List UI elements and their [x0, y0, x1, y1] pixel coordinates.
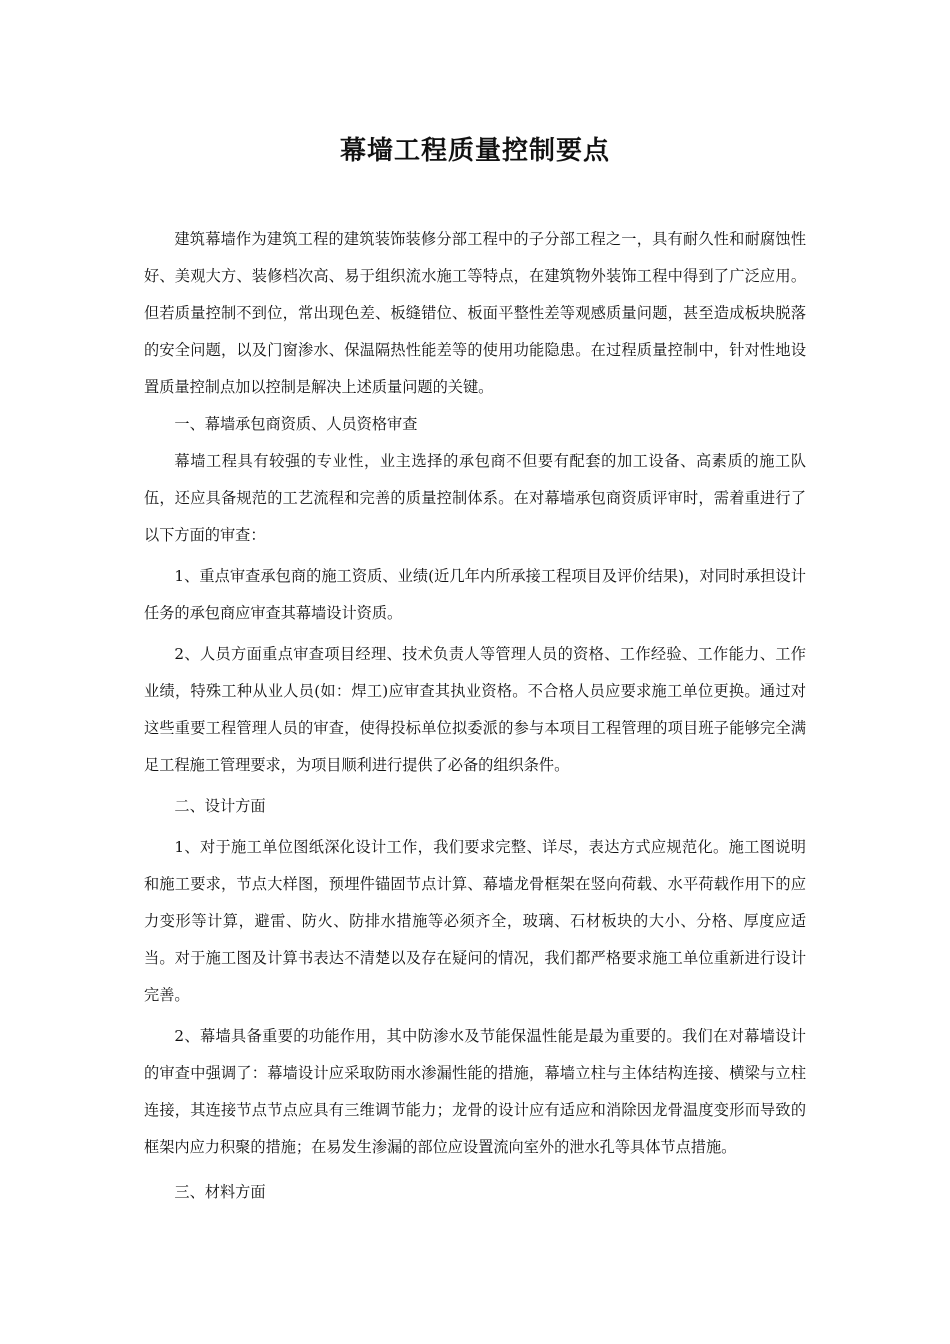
document-body	[144, 221, 806, 1211]
paragraph-design-item-1: 1、对于施工单位图纸深化设计工作，我们要求完整、详尽，表达方式应规范化。施工图说明和施工要求，节点大样图，预埋件锚固节点计算、幕墙龙骨框架在竖向荷载、水平荷载作用下的应力变形等计算，避雷、防火、防排水措施等必须齐全，玻璃、石材板块的大小、分格、厚度应适当。对于施工图及计算书表达不清楚以及存在疑问的情况，我们都严格要求施工单位重新进行设计完善。	[144, 838, 806, 1004]
section-heading-3: 三、材料方面	[174, 1183, 266, 1201]
paragraph-contractor-item-1: 1、重点审查承包商的施工资质、业绩(近几年内所承接工程项目及评价结果)，对同时承担设计任务的承包商应审查其幕墙设计资质。	[144, 567, 806, 622]
paragraph-contractor-item-2: 2、人员方面重点审查项目经理、技术负责人等管理人员的资格、工作经验、工作能力、工作业绩，特殊工种从业人员(如：焊工)应审查其执业资格。不合格人员应要求施工单位更换。通过对这些重要工程管理人员的审查，使得投标单位拟委派的参与本项目工程管理的项目班子能够完全满足工程施工管理要求，为项目顺利进行提供了必备的组织条件。	[144, 645, 806, 774]
paragraph-contractor: 幕墙工程具有较强的专业性，业主选择的承包商不但要有配套的加工设备、高素质的施工队伍，还应具备规范的工艺流程和完善的质量控制体系。在对幕墙承包商资质评审时，需着重进行了以下方面的审查：	[144, 452, 806, 544]
section-heading-2: 二、设计方面	[174, 797, 266, 815]
paragraph-design-item-2: 2、幕墙具备重要的功能作用，其中防渗水及节能保温性能是最为重要的。我们在对幕墙设计的审查中强调了：幕墙设计应采取防雨水渗漏性能的措施，幕墙立柱与主体结构连接、横梁与立柱连接，其连接节点节点应具有三维调节能力；龙骨的设计应有适应和消除因龙骨温度变形而导致的框架内应力积聚的措施；在易发生渗漏的部位应设置流向室外的泄水孔等具体节点措施。	[144, 1027, 806, 1156]
section-heading-1: 一、幕墙承包商资质、人员资格审查	[174, 415, 418, 433]
paragraph-intro: 建筑幕墙作为建筑工程的建筑装饰装修分部工程中的子分部工程之一，具有耐久性和耐腐蚀性好、美观大方、装修档次高、易于组织流水施工等特点，在建筑物外装饰工程中得到了广泛应用。但若质量控制不到位，常出现色差、板缝错位、板面平整性差等观感质量问题，甚至造成板块脱落的安全问题，以及门窗渗水、保温隔热性能差等的使用功能隐患。在过程质量控制中，针对性地设置质量控制点加以控制是解决上述质量问题的关键。	[144, 230, 806, 396]
document-title: 幕墙工程质量控制要点	[339, 136, 610, 166]
